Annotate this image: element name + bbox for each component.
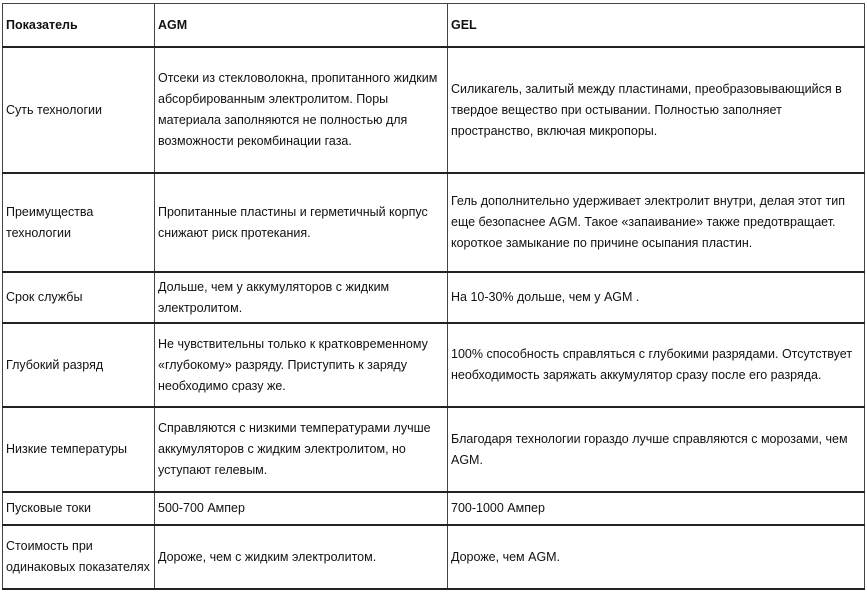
gel-cell: Гель дополнительно удерживает электролит внутри, делая этот тип еще безопаснее AGM. Такое «запаивание» также предотвращает. короткое замыкание по причине осыпания пластин. xyxy=(448,173,865,272)
gel-cell: Силикагель, залитый между пластинами, преобразовывающийся в твердое вещество при остывании. Полностью заполняет пространство, включая микропоры. xyxy=(448,47,865,173)
gel-cell: Благодаря технологии гораздо лучше справляются с морозами, чем AGM. xyxy=(448,407,865,492)
row-label: Пусковые токи xyxy=(3,492,155,525)
agm-cell: Дороже, чем с жидким электролитом. xyxy=(155,525,448,589)
row-label: Срок службы xyxy=(3,272,155,323)
row-label: Стоимость при одинаковых показателях xyxy=(3,525,155,589)
table-row xyxy=(3,323,865,407)
table-row xyxy=(3,47,865,173)
row-label: Глубокий разряд xyxy=(3,323,155,407)
gel-cell: На 10-30% дольше, чем у AGM . xyxy=(448,272,865,323)
table-row xyxy=(3,525,865,589)
row-label: Преимущества технологии xyxy=(3,173,155,272)
agm-cell: Справляются с низкими температурами лучше аккумуляторов с жидким электролитом, но уступают гелевым. xyxy=(155,407,448,492)
header-agm: AGM xyxy=(155,4,448,48)
comparison-table xyxy=(2,3,865,590)
row-label: Низкие температуры xyxy=(3,407,155,492)
gel-cell: Дороже, чем AGM. xyxy=(448,525,865,589)
agm-cell: 500-700 Ампер xyxy=(155,492,448,525)
gel-cell: 100% способность справляться с глубокими разрядами. Отсутствует необходимость заряжать аккумулятор сразу после его разряда. xyxy=(448,323,865,407)
agm-cell: Пропитанные пластины и герметичный корпус снижают риск протекания. xyxy=(155,173,448,272)
table-row xyxy=(3,272,865,323)
table-row xyxy=(3,173,865,272)
table-row xyxy=(3,407,865,492)
gel-cell: 700-1000 Ампер xyxy=(448,492,865,525)
header-row xyxy=(3,4,865,48)
table-row xyxy=(3,492,865,525)
header-gel: GEL xyxy=(448,4,865,48)
header-indicator: Показатель xyxy=(3,4,155,48)
agm-cell: Отсеки из стекловолокна, пропитанного жидким абсорбированным электролитом. Поры материала заполняются не полностью для возможности рекомбинации газа. xyxy=(155,47,448,173)
agm-cell: Не чувствительны только к кратковременному «глубокому» разряду. Приступить к заряду необходимо сразу же. xyxy=(155,323,448,407)
agm-cell: Дольше, чем у аккумуляторов с жидким электролитом. xyxy=(155,272,448,323)
row-label: Суть технологии xyxy=(3,47,155,173)
